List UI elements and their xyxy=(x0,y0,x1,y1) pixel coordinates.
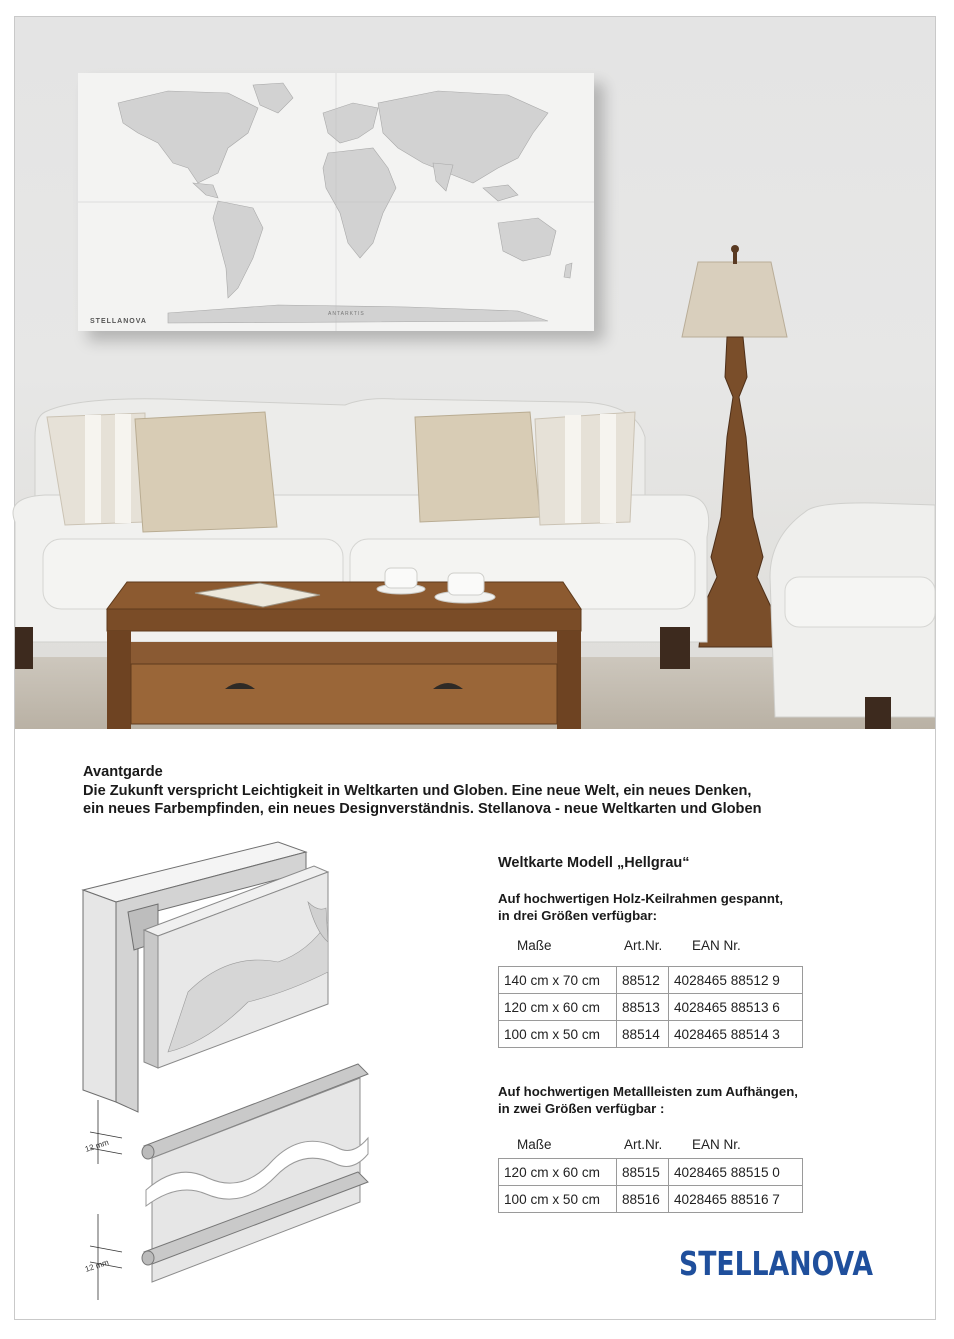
mounting-illustration xyxy=(78,842,398,1312)
table-cell-size: 100 cm x 50 cm xyxy=(499,1186,617,1213)
table-cell-art: 88512 xyxy=(617,967,669,994)
product-title: Weltkarte Modell „Hellgrau“ xyxy=(498,855,690,871)
intro-line-1: Die Zukunft verspricht Leichtigkeit in Weltkarten und Globen. Eine neue Welt, ein neues Denken, xyxy=(83,782,752,799)
rail-offer-heading xyxy=(498,1084,798,1117)
frame-offer-heading xyxy=(498,891,783,924)
table-cell-art: 88516 xyxy=(617,1186,669,1213)
product-info xyxy=(498,855,898,871)
furniture-scene xyxy=(15,17,935,729)
table-cell-art: 88515 xyxy=(617,1159,669,1186)
frame-offer-line-2: in drei Größen verfügbar: xyxy=(498,907,658,923)
frame-col-ean: EAN Nr. xyxy=(692,938,741,953)
rail-offer-line-1: Auf hochwertigen Metallleisten zum Aufhängen, xyxy=(498,1084,798,1099)
table-cell-size: 100 cm x 50 cm xyxy=(499,1021,617,1048)
table-row xyxy=(499,1186,803,1213)
rail-col-art: Art.Nr. xyxy=(624,1137,663,1152)
table-cell-size: 120 cm x 60 cm xyxy=(499,1159,617,1186)
frame-col-size: Maße xyxy=(517,938,552,953)
table-row xyxy=(499,1021,803,1048)
frame-offer-line-1: Auf hochwertigen Holz-Keilrahmen gespannt, xyxy=(498,891,784,906)
frame-col-art: Art.Nr. xyxy=(624,938,663,953)
white-armchair xyxy=(770,503,935,729)
table-cell-art: 88513 xyxy=(617,994,669,1021)
table-cell-size: 120 cm x 60 cm xyxy=(499,994,617,1021)
map-label-antarctica: ANTARKTIS xyxy=(328,311,365,317)
table-cell-ean: 4028465 88516 7 xyxy=(669,1186,803,1213)
table-cell-ean: 4028465 88513 6 xyxy=(669,994,803,1021)
table-cell-ean: 4028465 88515 0 xyxy=(669,1159,803,1186)
rail-size-table xyxy=(498,1158,803,1213)
map-brand-logo: STELLANOVA xyxy=(90,318,147,325)
brand-wordmark: STELLANOVA xyxy=(679,1244,874,1283)
stellanova-logo xyxy=(678,1243,874,1283)
frame-size-table xyxy=(498,966,803,1048)
rail-col-ean: EAN Nr. xyxy=(692,1137,741,1152)
intro-line-2: ein neues Farbempfinden, ein neues Designverständnis. Stellanova - neue Weltkarten und Globen xyxy=(83,801,762,817)
rail-offer-line-2: in zwei Größen verfügbar : xyxy=(498,1100,665,1116)
table-cell-ean: 4028465 88512 9 xyxy=(669,967,803,994)
intro-text xyxy=(83,763,893,819)
table-cell-ean: 4028465 88514 3 xyxy=(669,1021,803,1048)
intro-kicker: Avantgarde xyxy=(83,764,163,780)
table-row xyxy=(499,1159,803,1186)
rail-col-size: Maße xyxy=(517,1137,552,1152)
table-cell-art: 88514 xyxy=(617,1021,669,1048)
table-row xyxy=(499,994,803,1021)
dimension-label-top: 12 mm xyxy=(83,1137,110,1154)
living-room-photo xyxy=(15,17,935,729)
table-row xyxy=(499,967,803,994)
table-cell-size: 140 cm x 70 cm xyxy=(499,967,617,994)
dimension-label-bottom: 12 mm xyxy=(83,1257,110,1274)
wooden-coffee-table xyxy=(107,568,581,729)
